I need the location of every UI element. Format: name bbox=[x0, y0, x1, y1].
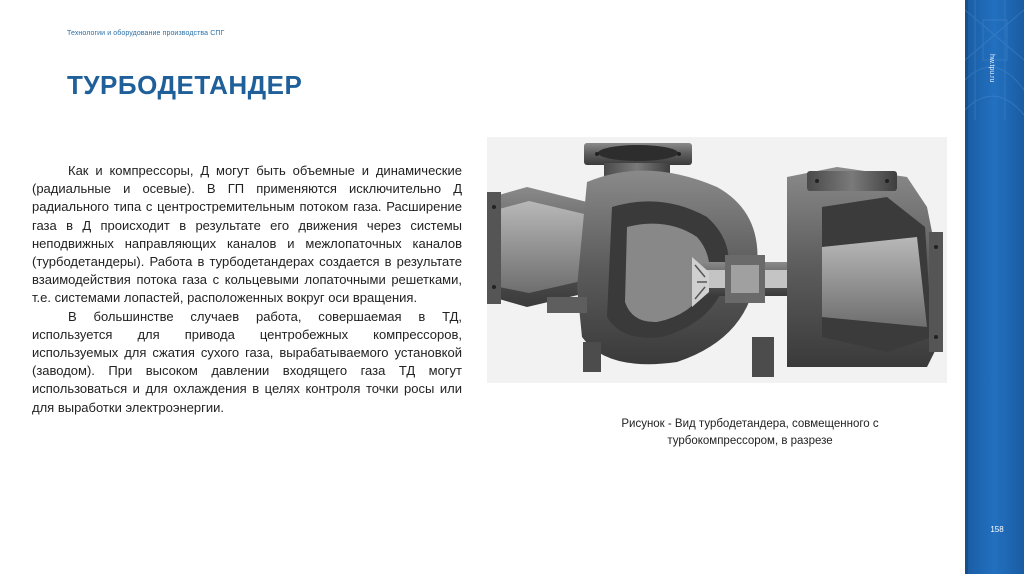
paragraph-2: В большинстве случаев работа, совершаемая в ТД, используется для привода центробежных компрессоров, используемых для сжатия сухого газа, вырабатываемого установкой (заводом). При высоком давлении входящего газа ТД могут использоваться и для охлаждения в целях контроля точки росы или для выработки электроэнергии. bbox=[32, 308, 462, 415]
slide-title: ТУРБОДЕТАНДЕР bbox=[67, 70, 303, 100]
sidebar-pattern bbox=[965, 0, 1024, 574]
caption-line-2: турбокомпрессором, в разрезе bbox=[667, 435, 833, 447]
body-text bbox=[32, 162, 462, 417]
site-url: hw.tpu.ru bbox=[988, 54, 995, 83]
course-subject: Технологии и оборудование производства СПГ bbox=[67, 30, 225, 37]
paragraph-1: Как и компрессоры, Д могут быть объемные и динамические (радиальные и осевые). В ГП применяются исключительно Д радиального типа с центростремительным потоком газа. Расширение газа в Д происходит в результате его движения через системы неподвижных направляющих каналов и межлопаточных каналов (турбодетандеры). Работа в турбодетандерах создается в результате взаимодействия потока газа с кольцевыми лопаточными решетками, т.е. системами лопастей, расположенных вокруг оси вращения. bbox=[32, 163, 462, 306]
figure-caption bbox=[600, 416, 900, 450]
page-number: 158 bbox=[990, 525, 1004, 534]
caption-line-1: Рисунок - Вид турбодетандера, совмещенного с bbox=[621, 418, 879, 430]
turboexpander-cutaway-image bbox=[487, 137, 947, 383]
turboexpander-illustration bbox=[487, 137, 947, 383]
sidebar-band bbox=[965, 0, 1024, 574]
